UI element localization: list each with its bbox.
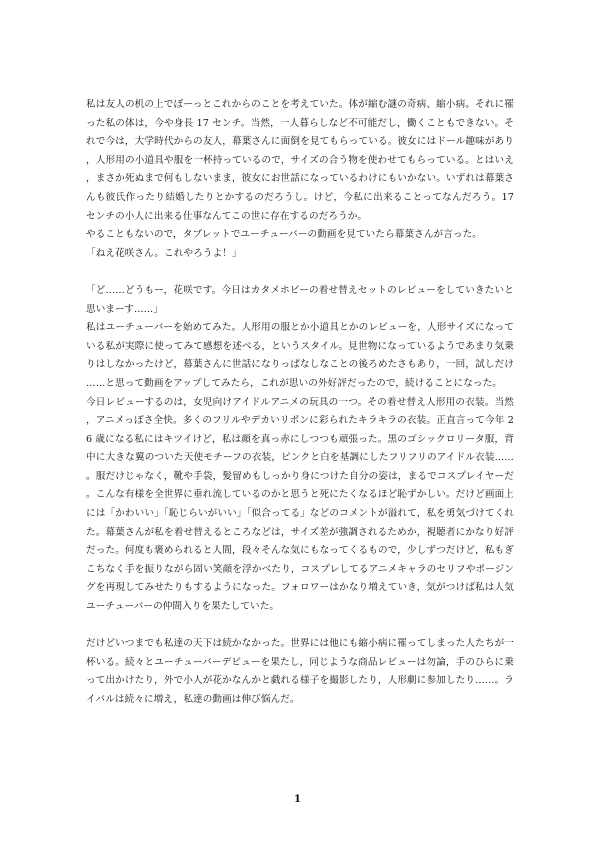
paragraph-greeting: 「ど……どうもー，花咲です。今日はカタメホビーの着せ替えセットのレビューをしていきたいと思いまーす……」 [86,284,514,315]
page-number: 1 [294,794,301,805]
body-text [86,96,514,710]
paragraph-tablet: やることもないので，タブレットでユーチューバーの動画を見ていたら幕葉さんが言った。 [86,229,483,241]
paragraph-review: 今日レビューするのは，女児向けアイドルアニメの玩具の一つ。その着せ替え人形用の衣装。当然，アニメっぽさ全快。多くのフリルやデカいリボンに彩られたキラキラの衣装。正直言って今年 26 歳になる私にはキツイけど，私は顔を真っ赤にしつつも頑張った。黒のゴシックロリータ服，背中に大きな翼のついた天使モチーフの衣装，ピンクと白を基調にしたフリフリのアイドル衣装……。服だけじゃなく，靴や手袋，髪留めもしっかり身につけた自分の姿は，まるでコスプレイヤーだ。こんな有様を全世界に垂れ流しているのかと思うと死にたくなるほど恥ずかしい。だけど画面上には「かわいい」「恥じらいがいい」「似合ってる」などのコメントが溢れて，私を勇気づけてくれた。幕葉さんが私を着せ替えるところなどは，サイズ差が強調されるためか，視聴者にかなり好評だった。何度も褒められると人間，段々そんな気にもなってくるもので，少しずつだけど，私もぎこちなく手を振りながら固い笑顔を浮かべたり，コスプレしてるアニメキャラのセリフやポージングを再現してみせたりもするようになった。フォロワーはかなり増えていき，気がつけば私は人気ユーチューバーの仲間入りを果たしていた。 [86,396,514,613]
paragraph-youtuber-start: 私はユーチューバーを始めてみた。人形用の服とか小道具とかのレビューを，人形サイズになっている私が実際に使ってみて感想を述べる，というスタイル。見世物になっているようであまり気乗りはしなかったけど，幕葉さんに世話になりっぱなしなことの後ろめたさもあり，一回，試しだけ……と思って動画をアップしてみたら，これが思いの外好評だったので，続けることになった。 [86,322,514,389]
paragraph-intro: 私は友人の机の上でぼーっとこれからのことを考えていた。体が縮む謎の奇病、縮小病。それに罹った私の体は，今や身長 17 センチ。当然，一人暮らしなど不可能だし，働くこともできない。それで今は，大学時代からの友人，幕葉さんに面倒を見てもらっている。彼女にはドール趣味があり，人形用の小道具や服を一杯持っているので，サイズの合う物を使わせてもらっている。とはいえ，まさか死ぬまで何もしないまま，彼女にお世話になっているわけにもいかない。いずれは幕葉さんも彼氏作ったり結婚したりとかするのだろうし。けど，今私に出来ることってなんだろう。17 センチの小人に出来る仕事なんてこの世に存在するのだろうか。 [86,99,514,222]
paragraph-rivals: だけどいつまでも私達の天下は続かなかった。世界には他にも縮小病に罹ってしまった人たちが一杯いる。続々とユーチューバーデビューを果たし，同じような商品レビューは勿論，手のひらに乗って出かけたり，外で小人が花かなんかと戯れる様子を撮影したり，人形劇に参加したり……。ライバルは続々に増え，私達の動画は伸び悩んだ。 [86,638,514,705]
paragraph-dialogue: 「ねえ花咲さん。これやろうよ！」 [86,247,242,259]
